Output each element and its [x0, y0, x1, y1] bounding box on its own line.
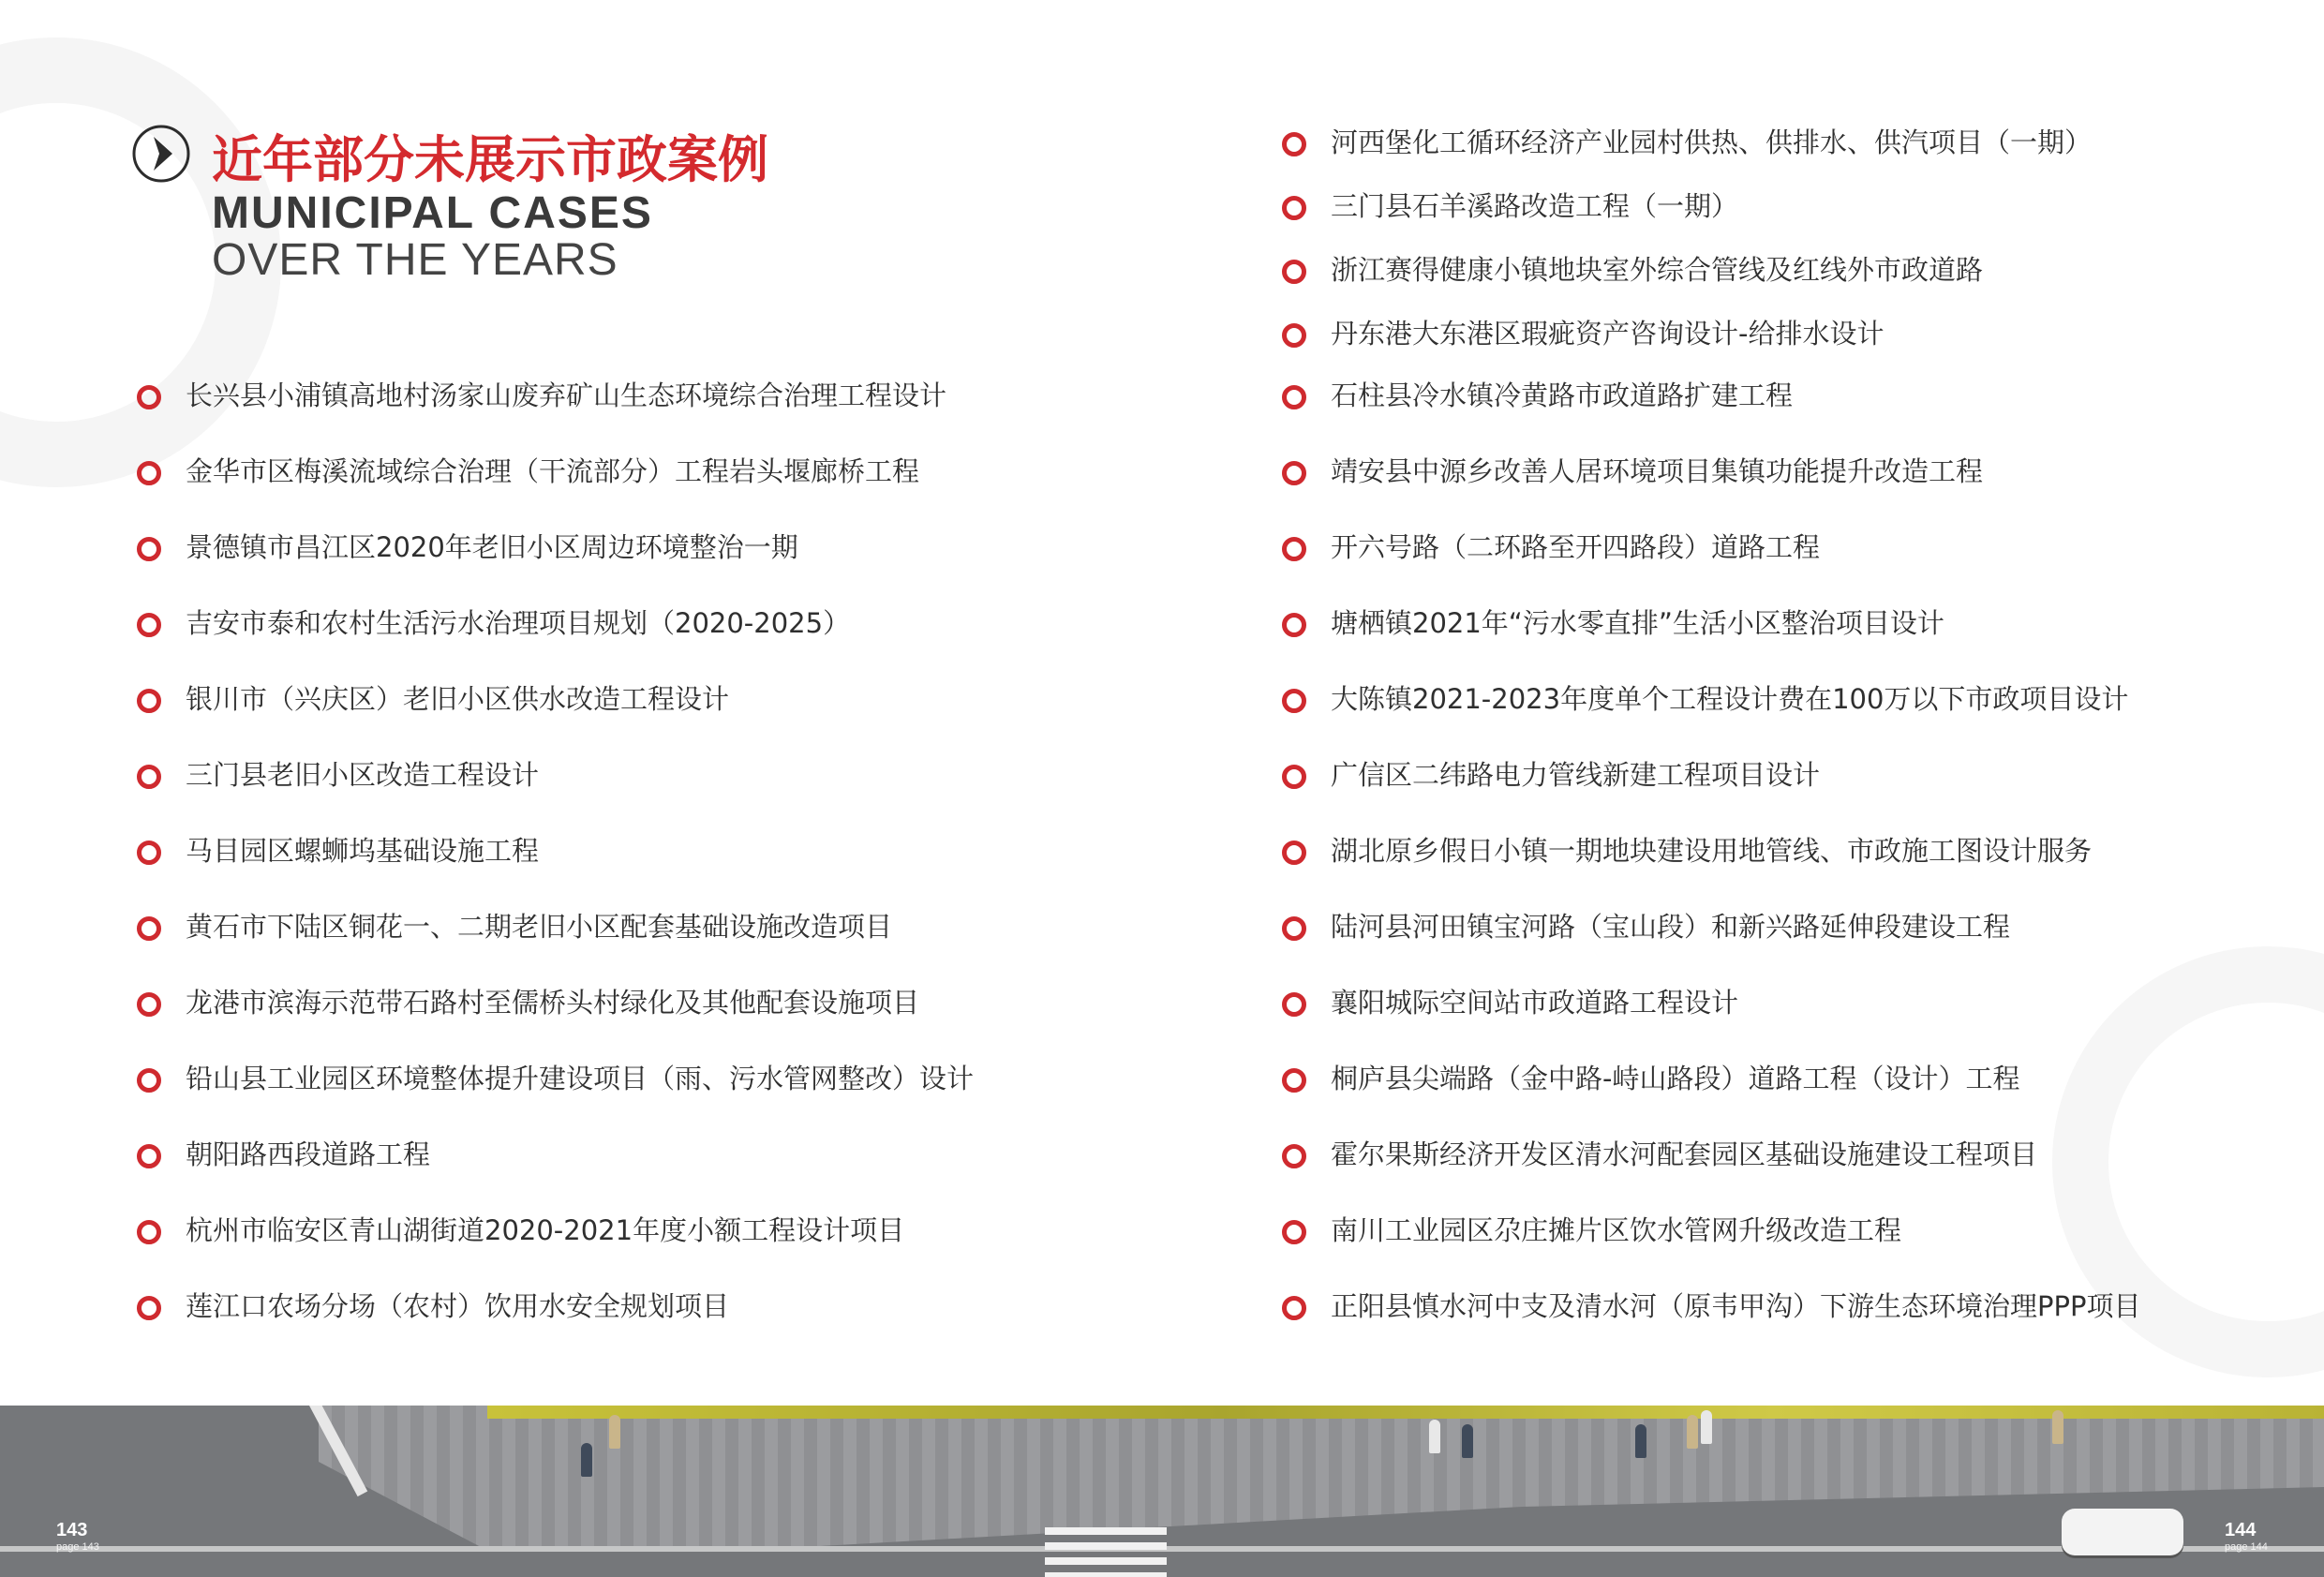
- pedestrian: [609, 1415, 620, 1449]
- case-item-label: 河西堡化工循环经济产业园村供热、供排水、供汽项目（一期）: [1331, 126, 2093, 158]
- case-item-label: 三门县石羊溪路改造工程（一期）: [1331, 190, 1739, 222]
- case-item-label: 金华市区梅溪流域综合治理（干流部分）工程岩头堰廊桥工程: [186, 455, 920, 487]
- page-title-en-line2: OVER THE YEARS: [212, 235, 618, 285]
- circle-bullet-icon: [137, 765, 161, 789]
- pedestrian: [1429, 1420, 1440, 1453]
- case-item-label: 陆河县河田镇宝河路（宝山段）和新兴路延伸段建设工程: [1331, 911, 2011, 943]
- circle-bullet-icon: [137, 1296, 161, 1320]
- case-item-label: 银川市（兴庆区）老旧小区供水改造工程设计: [186, 683, 730, 715]
- hedge-row: [487, 1406, 2324, 1419]
- case-item-label: 霍尔果斯经济开发区清水河配套园区基础设施建设工程项目: [1331, 1138, 2038, 1170]
- chevron-right-circle-icon: [131, 124, 191, 184]
- circle-bullet-icon: [137, 385, 161, 409]
- circle-bullet-icon: [1282, 613, 1306, 637]
- street-photo: [0, 1406, 2324, 1577]
- circle-bullet-icon: [137, 916, 161, 941]
- circle-bullet-icon: [1282, 1296, 1306, 1320]
- circle-bullet-icon: [137, 992, 161, 1017]
- case-item-label: 石柱县冷水镇冷黄路市政道路扩建工程: [1331, 379, 1794, 411]
- circle-bullet-icon: [137, 537, 161, 561]
- case-item-label: 龙港市滨海示范带石路村至儒桥头村绿化及其他配套设施项目: [186, 987, 920, 1019]
- circle-bullet-icon: [1282, 385, 1306, 409]
- case-item-label: 塘栖镇2021年“污水零直排”生活小区整治项目设计: [1331, 607, 1944, 639]
- circle-bullet-icon: [1282, 1220, 1306, 1244]
- circle-bullet-icon: [1282, 689, 1306, 713]
- circle-bullet-icon: [137, 1144, 161, 1168]
- pedestrian: [1687, 1415, 1698, 1449]
- case-item-label: 景德镇市昌江区2020年老旧小区周边环境整治一期: [186, 531, 798, 563]
- circle-bullet-icon: [137, 1068, 161, 1093]
- circle-bullet-icon: [1282, 765, 1306, 789]
- circle-bullet-icon: [1282, 323, 1306, 348]
- case-item-label: 长兴县小浦镇高地村汤家山废弃矿山生态环境综合治理工程设计: [186, 379, 947, 411]
- pedestrian: [2052, 1410, 2063, 1444]
- circle-bullet-icon: [137, 689, 161, 713]
- circle-bullet-icon: [1282, 992, 1306, 1017]
- case-item-label: 正阳县慎水河中支及清水河（原韦甲沟）下游生态环境治理PPP项目: [1331, 1290, 2141, 1322]
- pedestrian: [581, 1443, 592, 1477]
- case-item-label: 襄阳城际空间站市政道路工程设计: [1331, 987, 1739, 1019]
- page-number-left-label: page 143: [56, 1541, 99, 1553]
- circle-bullet-icon: [1282, 196, 1306, 220]
- circle-bullet-icon: [1282, 461, 1306, 485]
- case-item-label: 莲江口农场分场（农村）饮用水安全规划项目: [186, 1290, 730, 1322]
- case-item-label: 大陈镇2021-2023年度单个工程设计费在100万以下市政项目设计: [1331, 683, 2129, 715]
- case-item-label: 丹东港大东港区瑕疵资产咨询设计-给排水设计: [1331, 318, 1885, 350]
- pedestrian: [1635, 1424, 1646, 1458]
- case-item-label: 杭州市临安区青山湖街道2020-2021年度小额工程设计项目: [186, 1214, 905, 1246]
- car: [2062, 1509, 2183, 1555]
- circle-bullet-icon: [1282, 1068, 1306, 1093]
- case-item-label: 靖安县中源乡改善人居环境项目集镇功能提升改造工程: [1331, 455, 1984, 487]
- circle-bullet-icon: [1282, 1144, 1306, 1168]
- crosswalk: [1045, 1527, 1167, 1577]
- page-number-left: [56, 1520, 99, 1553]
- case-item-label: 三门县老旧小区改造工程设计: [186, 759, 540, 791]
- case-item-label: 黄石市下陆区铜花一、二期老旧小区配套基础设施改造项目: [186, 911, 893, 943]
- pedestrian: [1462, 1424, 1473, 1458]
- circle-bullet-icon: [137, 461, 161, 485]
- circle-bullet-icon: [1282, 537, 1306, 561]
- case-item-label: 开六号路（二环路至开四路段）道路工程: [1331, 531, 1821, 563]
- case-item-label: 桐庐县尖端路（金中路-峙山路段）道路工程（设计）工程: [1331, 1063, 2020, 1094]
- case-item-label: 浙江赛得健康小镇地块室外综合管线及红线外市政道路: [1331, 254, 1984, 286]
- circle-bullet-icon: [1282, 841, 1306, 865]
- circle-bullet-icon: [137, 1220, 161, 1244]
- case-item-label: 广信区二纬路电力管线新建工程项目设计: [1331, 759, 1821, 791]
- circle-bullet-icon: [137, 841, 161, 865]
- case-item-label: 马目园区螺蛳坞基础设施工程: [186, 835, 540, 867]
- case-item-label: 铅山县工业园区环境整体提升建设项目（雨、污水管网整改）设计: [186, 1063, 975, 1094]
- page-title: 近年部分未展示市政案例: [212, 130, 768, 189]
- circle-bullet-icon: [1282, 260, 1306, 284]
- case-item-label: 朝阳路西段道路工程: [186, 1138, 431, 1170]
- circle-bullet-icon: [137, 613, 161, 637]
- page-number-right-label: page 144: [2225, 1541, 2268, 1553]
- case-item-label: 吉安市泰和农村生活污水治理项目规划（2020-2025）: [186, 607, 851, 639]
- page-title-en-line1: MUNICIPAL CASES: [212, 188, 653, 238]
- page-number-right-value: 144: [2225, 1520, 2257, 1540]
- case-item-label: 湖北原乡假日小镇一期地块建设用地管线、市政施工图设计服务: [1331, 835, 2093, 867]
- case-item-label: 南川工业园区尕庄摊片区饮水管网升级改造工程: [1331, 1214, 1902, 1246]
- circle-bullet-icon: [1282, 132, 1306, 156]
- pedestrian: [1701, 1410, 1712, 1444]
- page-number-right: [2225, 1520, 2268, 1553]
- page-number-left-value: 143: [56, 1520, 88, 1540]
- circle-bullet-icon: [1282, 916, 1306, 941]
